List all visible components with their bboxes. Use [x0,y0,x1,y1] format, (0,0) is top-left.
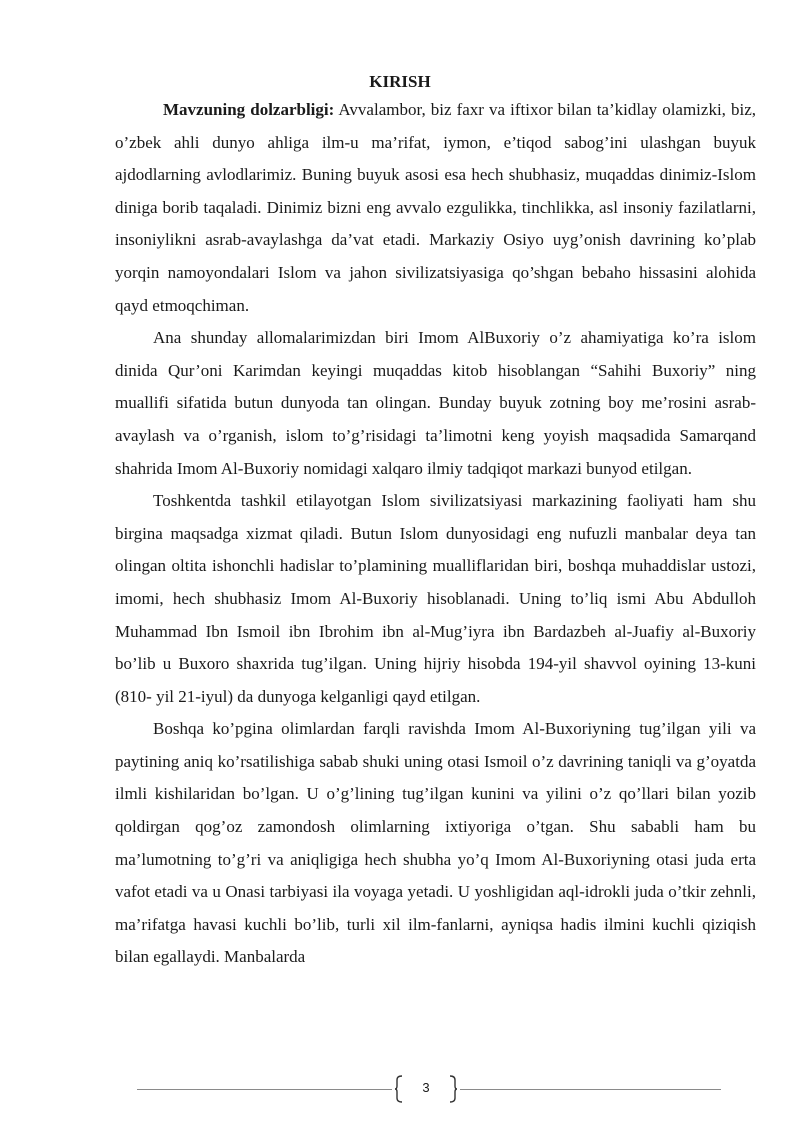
body-text [115,94,756,974]
paragraph-3 [115,485,756,713]
paragraph-4 [115,713,756,974]
page-number: 3 [422,1080,430,1095]
paragraph-text: Ana shunday allomalarimizdan biri Imom AlBuxoriy o’z ahamiyatiga ko’ra islom dinida Qur’oni Karimdan keyingi muqaddas kitob hisoblangan “Sahihi Buxoriy” ning muallifi sifatida butun dunyoda tan olingan. Bunday buyuk zotning boy me’rosini asrab-avaylash va o’rganish, islom to’g’risidagi ta’limotni keng yoyish maqsadida Samarqand shahrida Imom Al-Buxoriy nomidagi xalqaro ilmiy tadqiqot markazi bunyod etilgan. [115,328,756,478]
page-footer [0,1075,800,1105]
paragraph-text: Toshkentda tashkil etilayotgan Islom sivilizatsiyasi markazining faoliyati ham shu birgina maqsadga xizmat qiladi. Butun Islom dunyosidagi eng nufuzli manbalar deya tan olingan oltita ishonchli hadislar to’plamining mualliflaridan biri, boshqa muhaddislar ustozi, imomi, hech shubhasiz Imom Al-Buxoriy hisoblanadi. Uning to’liq ismi Abu Abdulloh Muhammad Ibn Ismoil ibn Ibrohim ibn al-Mug’iyra ibn Bardazbeh al-Juafiy al-Buxoriy bo’lib u Buxoro shaxrida tug’ilgan. Uning hijriy hisobda 194-yil shavvol oyining 13-kuni (810- yil 21-iyul) da dunyoga kelganligi qayd etilgan. [115,491,756,706]
page-title: KIRISH [369,72,431,91]
paragraph-text: Avvalambor, biz faxr va iftixor bilan ta’kidlay olamizki, biz, o’zbek ahli dunyo ahliga ilm-u ma’rifat, iymon, e’tiqod sabog’ini ulashgan buyuk ajdodlarning avlodlarimiz. Buning buyuk asosi esa hech shubhasiz, muqaddas dinimiz-Islom diniga borib taqaladi. Dinimiz bizni eng avvalo ezgulikka, tinchlikka, asl insoniy fazilatlarni, insoniylikni asrab-avaylashga da’vat etadi. Markaziy Osiyo uyg’onish davrining ko’plab yorqin namoyondalari Islom va jahon sivilizatsiyasiga qo’shgan bebaho hissasini alohida qayd etmoqchiman. [115,100,757,315]
paragraph-lead: Mavzuning dolzarbligi: [163,100,335,119]
left-brace-icon [394,1075,404,1103]
footer-rule-left [137,1089,392,1090]
paragraph-1 [115,94,756,322]
paragraph-text: Boshqa ko’pgina olimlardan farqli ravishda Imom Al-Buxoriyning tug’ilgan yili va paytining aniq ko’rsatilishiga sabab shuki uning otasi Ismoil o’z davrining taniqli va g’oyatda ilmli kishilaridan bo’lgan. U o’g’lining tug’ilgan kunini va yilini o’z qo’llari bilan yozib qoldirgan qog’oz zamondosh olimlarning ixtiyoriga o’tgan. Shu sababli ham bu ma’lumotning to’g’ri va aniqligiga hech shubha yo’q Imom Al-Buxoriyning otasi juda erta vafot etadi va u Onasi tarbiyasi ila voyaga yetadi. U yoshligidan aql-idrokli juda o’tkir zehnli, ma’rifatga havasi kuchli bo’lib, turli xil ilm-fanlarni, ayniqsa hadis ilmini kuchli qiziqish bilan egallaydi. Manbalarda [115,719,756,967]
right-brace-icon [448,1075,458,1103]
footer-rule-right [460,1089,721,1090]
paragraph-2 [115,322,756,485]
